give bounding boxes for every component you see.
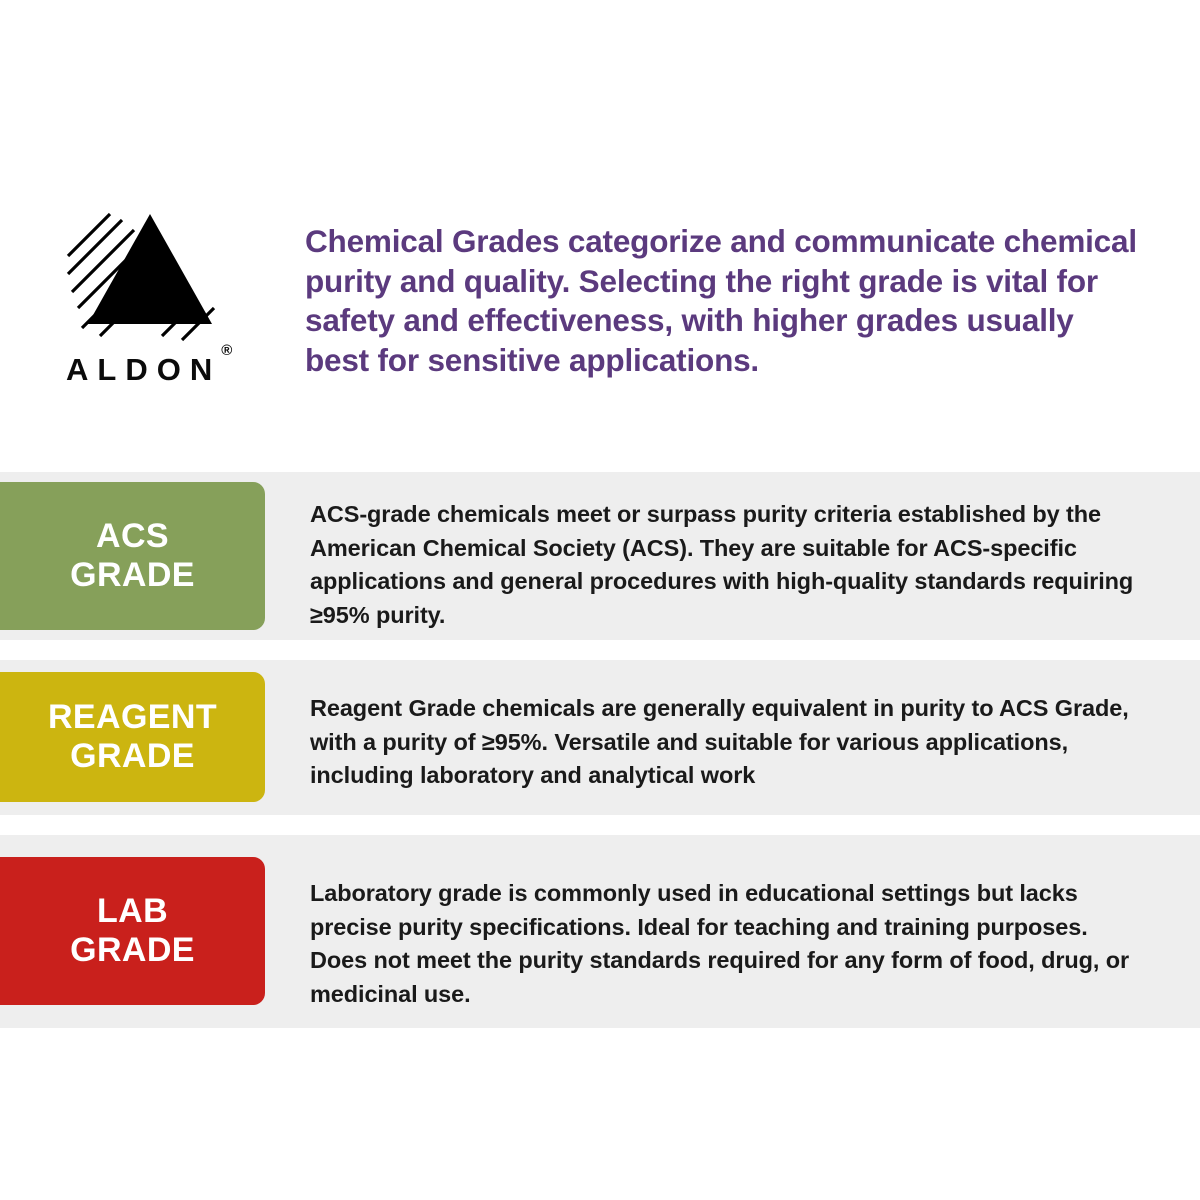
grade-chip-acs-line2: GRADE xyxy=(70,556,195,594)
grade-chip-reagent-line1: REAGENT xyxy=(47,697,218,736)
grade-chip-acs xyxy=(0,482,265,630)
grade-chip-lab-line2: GRADE xyxy=(70,931,195,969)
grade-description-reagent: Reagent Grade chemicals are generally equivalent in purity to ACS Grade, with a purity of ≥95%. Versatile and suitable for various applications, including laboratory and analytical work xyxy=(310,695,1129,789)
registered-mark: ® xyxy=(221,341,233,359)
brand-logo-block xyxy=(0,196,305,388)
grade-chip-reagent-line2: GRADE xyxy=(70,737,195,775)
header-section xyxy=(0,196,1200,458)
grade-chip-lab xyxy=(0,857,265,1005)
brand-wordmark xyxy=(66,341,233,388)
grade-description-lab: Laboratory grade is commonly used in educational settings but lacks precise purity specifications. Ideal for teaching and training purposes. Does not meet the purity standards required for any form of food, drug, or medicinal use. xyxy=(310,880,1130,1007)
grade-chip-reagent xyxy=(0,672,265,802)
intro-paragraph: Chemical Grades categorize and communicate chemical purity and quality. Selecting the right grade is vital for safety and effectiveness, with higher grades usually best for sensitive applications. xyxy=(305,223,1137,379)
brand-name: ALDON xyxy=(66,352,222,387)
grade-chip-lab-line1: LAB xyxy=(96,891,169,930)
grade-row-acs xyxy=(0,472,1200,640)
grade-description-acs: ACS-grade chemicals meet or surpass purity criteria established by the American Chemical Society (ACS). They are suitable for ACS-specific applications and general procedures with high-quality standards requiring ≥95% purity. xyxy=(310,501,1134,628)
aldon-triangle-logo-icon xyxy=(62,196,222,346)
grade-row-reagent xyxy=(0,660,1200,815)
grade-chip-acs-line1: ACS xyxy=(96,516,169,555)
grade-row-lab xyxy=(0,835,1200,1028)
